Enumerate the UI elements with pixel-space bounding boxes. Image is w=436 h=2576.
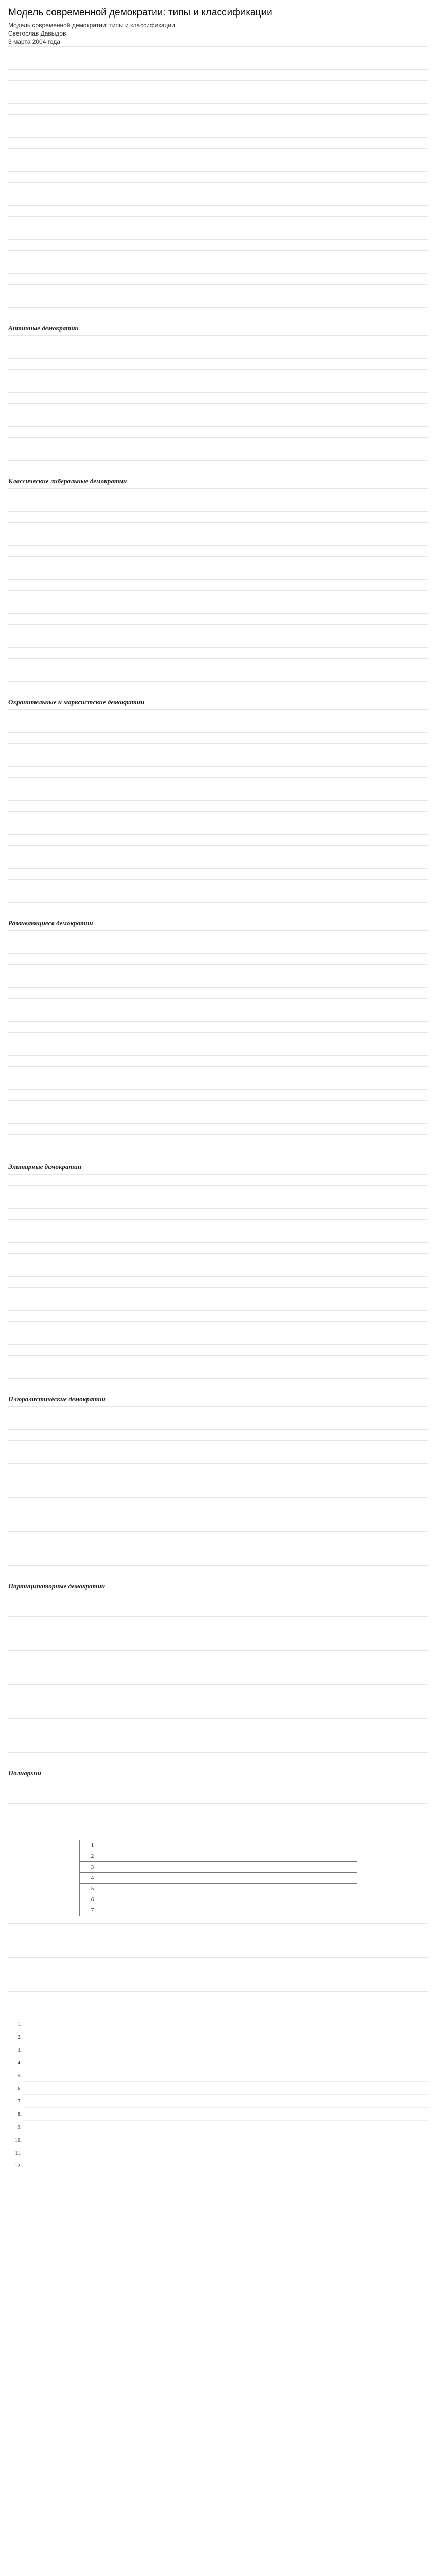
reference-item (23, 2072, 428, 2082)
paragraph (8, 1418, 428, 1427)
reference-item (23, 2021, 428, 2030)
paragraph (8, 69, 428, 78)
paragraph (8, 307, 428, 316)
table-cell-text (106, 1894, 357, 1905)
paragraph (8, 1475, 428, 1483)
paragraph (8, 1923, 428, 1932)
paragraph (8, 568, 428, 577)
references-list (8, 2021, 428, 2172)
paragraph (8, 1826, 428, 1835)
article-section (8, 1769, 428, 1835)
article-section (8, 46, 428, 316)
paragraph (8, 273, 428, 282)
paragraph (8, 670, 428, 679)
reference-item (23, 2059, 428, 2069)
table-cell-number: 3 (79, 1862, 106, 1873)
paragraph (8, 137, 428, 146)
paragraph (8, 92, 428, 100)
paragraph (8, 1287, 428, 1296)
paragraph (8, 1531, 428, 1540)
paragraph (8, 1616, 428, 1625)
section-heading: Развивающиеся демократии (8, 919, 93, 927)
paragraph (8, 879, 428, 888)
paragraph (8, 1066, 428, 1075)
paragraph (8, 1078, 428, 1087)
paragraph (8, 613, 428, 622)
paragraph (8, 205, 428, 214)
paragraph (8, 1718, 428, 1727)
table-cell-text (106, 1840, 357, 1851)
paragraph (8, 987, 428, 996)
table-row (79, 1862, 357, 1873)
paragraph (8, 1696, 428, 1704)
paragraph (8, 823, 428, 832)
paragraph (8, 1174, 428, 1183)
paragraph (8, 347, 428, 355)
paragraph (8, 1406, 428, 1415)
paragraph (8, 1276, 428, 1285)
paragraph (8, 126, 428, 134)
reference-item (23, 2137, 428, 2146)
paragraph (8, 437, 428, 446)
paragraph (8, 976, 428, 985)
paragraph (8, 103, 428, 112)
paragraph (8, 777, 428, 786)
article-section (8, 324, 428, 469)
paragraph (8, 1265, 428, 1274)
paragraph (8, 1253, 428, 1262)
paragraph (8, 114, 428, 123)
paragraph (8, 1991, 428, 2000)
paragraph (8, 262, 428, 270)
paragraph (8, 556, 428, 565)
article-title: Модель современной демократии: типы и классификации (8, 7, 272, 18)
paragraph (8, 1752, 428, 1761)
table-cell-number: 5 (79, 1884, 106, 1894)
paragraph (8, 171, 428, 180)
table-row (79, 1905, 357, 1916)
article-author: Светослав Давыдов (8, 30, 66, 37)
paragraph (8, 1673, 428, 1682)
paragraph (8, 857, 428, 866)
paragraph (8, 426, 428, 435)
article-body (8, 46, 428, 1835)
paragraph (8, 1440, 428, 1449)
table-row (79, 1884, 357, 1894)
paragraph (8, 1463, 428, 1472)
paragraph (8, 2003, 428, 2011)
paragraph (8, 1185, 428, 1194)
paragraph (8, 1509, 428, 1517)
paragraph (8, 681, 428, 690)
paragraph (8, 902, 428, 911)
paragraph (8, 148, 428, 157)
paragraph (8, 1123, 428, 1132)
article-subtitle: Модель современной демократии: типы и классификации (8, 22, 175, 29)
paragraph (8, 228, 428, 236)
paragraph (8, 522, 428, 531)
table-cell-number: 7 (79, 1905, 106, 1916)
article-section (8, 1163, 428, 1387)
paragraph (8, 534, 428, 543)
paragraph (8, 1044, 428, 1053)
section-heading: Плюралистические демократии (8, 1395, 106, 1403)
reference-item (23, 2111, 428, 2121)
table-cell-number: 6 (79, 1894, 106, 1905)
paragraph (8, 1815, 428, 1823)
paragraph (8, 845, 428, 854)
paragraph (8, 743, 428, 752)
paragraph (8, 460, 428, 469)
paragraph (8, 1946, 428, 1955)
paragraph (8, 590, 428, 599)
paragraph (8, 998, 428, 1007)
paragraph (8, 1089, 428, 1098)
paragraph (8, 335, 428, 344)
paragraph (8, 1684, 428, 1693)
paragraph (8, 160, 428, 168)
paragraph (8, 1639, 428, 1648)
table-row (79, 1840, 357, 1851)
paragraph (8, 511, 428, 520)
table-cell-text (106, 1884, 357, 1894)
table-row (79, 1894, 357, 1905)
paragraph (8, 58, 428, 66)
paragraph (8, 1367, 428, 1376)
paragraph (8, 1134, 428, 1143)
reference-item (23, 2124, 428, 2133)
article-section (8, 1582, 428, 1761)
paragraph (8, 1497, 428, 1506)
paragraph (8, 250, 428, 259)
paragraph (8, 891, 428, 900)
paragraph (8, 1730, 428, 1738)
paragraph (8, 1628, 428, 1636)
table-cell-text (106, 1851, 357, 1862)
paragraph (8, 46, 428, 55)
reference-item (23, 2046, 428, 2056)
typology-table (79, 1840, 357, 1916)
paragraph (8, 1594, 428, 1602)
paragraph (8, 392, 428, 401)
paragraph (8, 1378, 428, 1387)
paragraph (8, 381, 428, 389)
paragraph (8, 1021, 428, 1030)
table-row (79, 1873, 357, 1884)
paragraph (8, 766, 428, 775)
paragraph (8, 216, 428, 225)
paragraph (8, 964, 428, 973)
paragraph (8, 80, 428, 89)
section-heading: Полиархии (8, 1769, 41, 1777)
paragraph (8, 1333, 428, 1342)
paragraph (8, 1231, 428, 1240)
paragraph (8, 500, 428, 509)
paragraph (8, 1707, 428, 1716)
paragraph (8, 1310, 428, 1319)
paragraph (8, 1299, 428, 1308)
paragraph (8, 296, 428, 304)
paragraph (8, 647, 428, 656)
paragraph (8, 1010, 428, 1019)
paragraph (8, 755, 428, 764)
paragraph (8, 811, 428, 820)
paragraph (8, 1242, 428, 1251)
paragraph (8, 1543, 428, 1551)
section-heading: Классические либеральные демократии (8, 477, 127, 485)
section-heading: Античные демократии (8, 324, 79, 332)
paragraph (8, 1792, 428, 1801)
paragraph (8, 1565, 428, 1574)
paragraph (8, 1219, 428, 1228)
paragraph (8, 1146, 428, 1155)
paragraph (8, 602, 428, 611)
paragraph (8, 1032, 428, 1041)
table-cell-number: 4 (79, 1873, 106, 1884)
paragraph (8, 358, 428, 367)
table-cell-text (106, 1862, 357, 1873)
paragraph (8, 182, 428, 191)
paragraph (8, 732, 428, 741)
section-heading: Охранительные и марксистские демократии (8, 698, 145, 706)
article-conclusion (8, 1923, 428, 2011)
paragraph (8, 1980, 428, 1989)
paragraph (8, 1554, 428, 1563)
paragraph (8, 1520, 428, 1529)
reference-item (23, 2149, 428, 2159)
article-section (8, 477, 428, 690)
paragraph (8, 1100, 428, 1109)
paragraph (8, 1055, 428, 1064)
reference-item (23, 2033, 428, 2043)
paragraph (8, 1969, 428, 1977)
reference-item (23, 2098, 428, 2108)
reference-item (23, 2085, 428, 2095)
paragraph (8, 624, 428, 633)
paragraph (8, 1486, 428, 1495)
paragraph (8, 1112, 428, 1121)
paragraph (8, 449, 428, 457)
paragraph (8, 1650, 428, 1659)
paragraph (8, 194, 428, 202)
article-date: 3 марта 2004 года (8, 38, 60, 45)
reference-item (23, 2162, 428, 2172)
paragraph (8, 1781, 428, 1789)
paragraph (8, 488, 428, 497)
paragraph (8, 1344, 428, 1353)
paragraph (8, 800, 428, 809)
paragraph (8, 415, 428, 423)
section-heading: Элитарные демократии (8, 1163, 82, 1171)
paragraph (8, 709, 428, 718)
paragraph (8, 1605, 428, 1614)
paragraph (8, 579, 428, 588)
table-cell-text (106, 1873, 357, 1884)
paragraph (8, 369, 428, 378)
article-section (8, 698, 428, 911)
paragraph (8, 721, 428, 730)
paragraph (8, 545, 428, 554)
paragraph (8, 930, 428, 939)
paragraph (8, 1957, 428, 1966)
paragraph (8, 789, 428, 798)
paragraph (8, 1803, 428, 1812)
table-cell-number: 1 (79, 1840, 106, 1851)
paragraph (8, 1197, 428, 1206)
paragraph (8, 1935, 428, 1943)
paragraph (8, 1452, 428, 1461)
paragraph (8, 636, 428, 645)
table-cell-number: 2 (79, 1851, 106, 1862)
paragraph (8, 1208, 428, 1217)
paragraph (8, 953, 428, 962)
table-cell-text (106, 1905, 357, 1916)
paragraph (8, 1429, 428, 1438)
paragraph (8, 284, 428, 293)
paragraph (8, 868, 428, 877)
references (8, 2021, 428, 2172)
paragraph (8, 1741, 428, 1750)
paragraph (8, 1355, 428, 1364)
paragraph (8, 1662, 428, 1670)
article-section (8, 1395, 428, 1574)
paragraph (8, 239, 428, 248)
section-heading: Партиципаторные демократии (8, 1582, 106, 1590)
paragraph (8, 658, 428, 667)
paragraph (8, 942, 428, 951)
paragraph (8, 1321, 428, 1330)
article-section (8, 919, 428, 1155)
table-row (79, 1851, 357, 1862)
paragraph (8, 403, 428, 412)
paragraph (8, 834, 428, 843)
